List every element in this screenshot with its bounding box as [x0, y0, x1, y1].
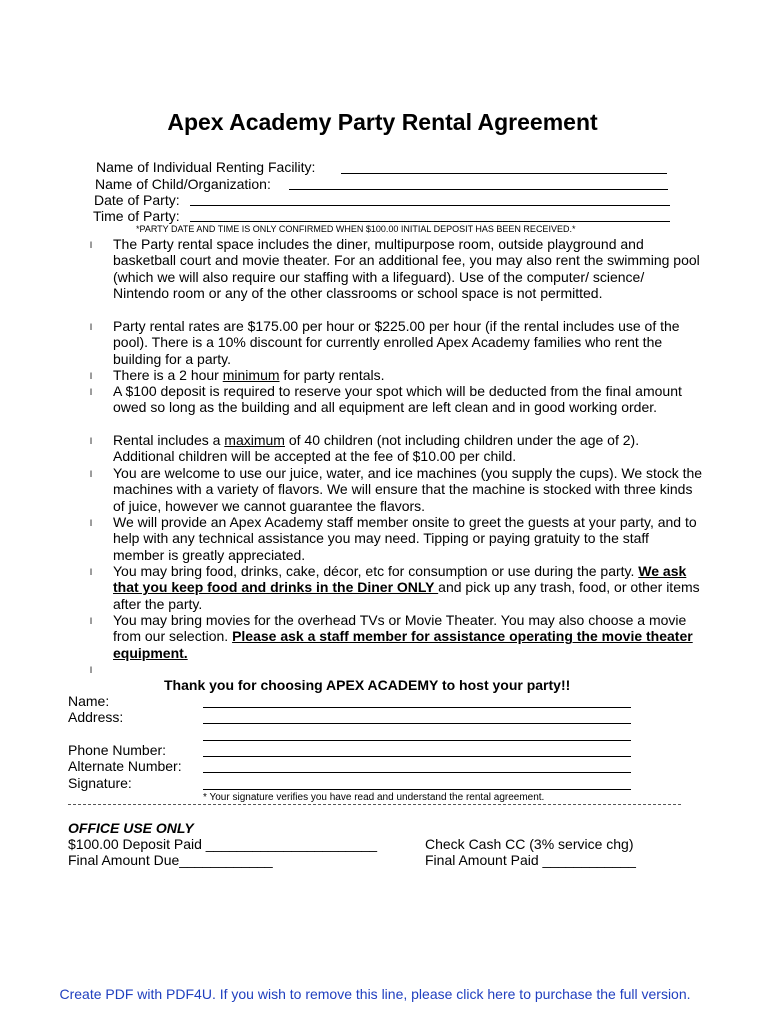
contact-line-name[interactable] — [203, 707, 631, 708]
contact-label-address: Address: — [68, 709, 124, 725]
rule-rental-space: The Party rental space includes the diner, multipurpose room, outside playground and basketball court and movie theater. For an additional fee, you may also rent the swimming pool (which we will also require our staffing with a lifeguard). Use of the computer/ science/ Nintendo room or any of the other classrooms or school space is not permitted. — [113, 236, 700, 301]
contact-line-address[interactable] — [203, 723, 631, 724]
field-label-date: Date of Party: — [94, 192, 180, 208]
bullet-icon: l — [90, 436, 92, 446]
rule-minimum-hours — [113, 367, 703, 383]
bullet-icon: l — [90, 322, 92, 332]
rule-text: You may bring movies for the overhead TVs or Movie Theater. You may also choose a movie from our selection. — [113, 612, 687, 645]
field-line-individual[interactable] — [341, 173, 667, 174]
office-final-paid: Final Amount Paid ____________ — [425, 852, 636, 868]
page-title: Apex Academy Party Rental Agreement — [167, 109, 598, 135]
rule-text: Rental includes a — [113, 432, 225, 448]
bullet-icon: l — [90, 387, 92, 397]
bullet-icon: l — [90, 240, 92, 250]
rule-max-children — [113, 432, 703, 465]
rule-staff-member: We will provide an Apex Academy staff member onsite to greet the guests at your party, and to help with any technical assistance you may need. Tipping or paying gratuity to the staff member is greatly appreciated. — [113, 514, 697, 563]
bullet-icon: l — [90, 665, 92, 675]
thank-you-message: Thank you for choosing APEX ACADEMY to host your party!! — [164, 677, 571, 693]
contact-label-alternate: Alternate Number: — [68, 758, 182, 774]
contact-line-alternate[interactable] — [203, 772, 631, 773]
bullet-icon: l — [90, 616, 92, 626]
bullet-icon: l — [90, 371, 92, 381]
deposit-notice: *PARTY DATE AND TIME IS ONLY CONFIRMED WHEN $100.00 INITIAL DEPOSIT HAS BEEN RECEIVED.* — [136, 224, 576, 234]
contact-label-signature: Signature: — [68, 775, 132, 791]
rule-deposit: A $100 deposit is required to reserve your spot which will be deducted from the final amount owed so long as the building and all equipment are left clean and in good working order. — [113, 383, 682, 416]
rule-text: and pick up any trash, food, or other items after the party. — [113, 579, 700, 612]
rule-emphasis: maximum — [224, 432, 285, 448]
rule-text: There is a 2 hour — [113, 367, 223, 383]
contact-label-name: Name: — [68, 693, 110, 709]
contact-line-signature[interactable] — [203, 789, 631, 790]
field-line-child[interactable] — [289, 189, 668, 190]
rule-emphasis: Please ask a staff member for assistance operating the movie theater equipment. — [113, 628, 693, 661]
field-label-child: Name of Child/Organization: — [95, 176, 271, 192]
rule-food-drinks — [113, 563, 703, 612]
rule-text: You may bring food, drinks, cake, décor, etc for consumption or use during the party. — [113, 563, 639, 579]
office-use-heading: OFFICE USE ONLY — [68, 820, 194, 836]
bullet-icon: l — [90, 469, 92, 479]
office-final-due: Final Amount Due____________ — [68, 852, 273, 868]
field-line-time[interactable] — [190, 221, 670, 222]
rule-text: for party rentals. — [279, 367, 385, 383]
rule-text: of 40 children (not including children under the age of 2). Additional children will be accepted at the fee of $10.00 per child. — [113, 432, 640, 465]
rule-movies — [113, 612, 703, 661]
bullet-icon: l — [90, 567, 92, 577]
rule-emphasis: We ask that you keep food and drinks in the Diner ONLY — [113, 563, 687, 596]
divider — [68, 804, 681, 805]
office-deposit-paid: $100.00 Deposit Paid ______________________ — [68, 836, 378, 852]
field-label-time: Time of Party: — [93, 208, 180, 224]
contact-line-phone[interactable] — [203, 756, 631, 757]
rule-juice-machines: You are welcome to use our juice, water, and ice machines (you supply the cups). We stock the machines with a variety of flavors. We will ensure that the machine is stocked with three kinds of juice, however we cannot guarantee the flavors. — [113, 465, 703, 514]
field-label-individual: Name of Individual Renting Facility: — [96, 159, 316, 175]
field-line-date[interactable] — [190, 205, 670, 206]
rule-emphasis: minimum — [222, 367, 280, 383]
contact-label-phone: Phone Number: — [68, 742, 167, 758]
bullet-icon: l — [90, 518, 92, 528]
rule-rental-rates: Party rental rates are $175.00 per hour or $225.00 per hour (if the rental includes use of the pool). There is a 10% discount for currently enrolled Apex Academy families who rent the building for a party. — [113, 318, 680, 367]
contact-line-address-2[interactable] — [203, 740, 631, 741]
signature-note: * Your signature verifies you have read and understand the rental agreement. — [203, 792, 545, 803]
office-payment-method: Check Cash CC (3% service chg) — [425, 836, 634, 852]
pdf-watermark-link[interactable]: Create PDF with PDF4U. If you wish to remove this line, please click here to purchase the full version. — [59, 986, 691, 1002]
